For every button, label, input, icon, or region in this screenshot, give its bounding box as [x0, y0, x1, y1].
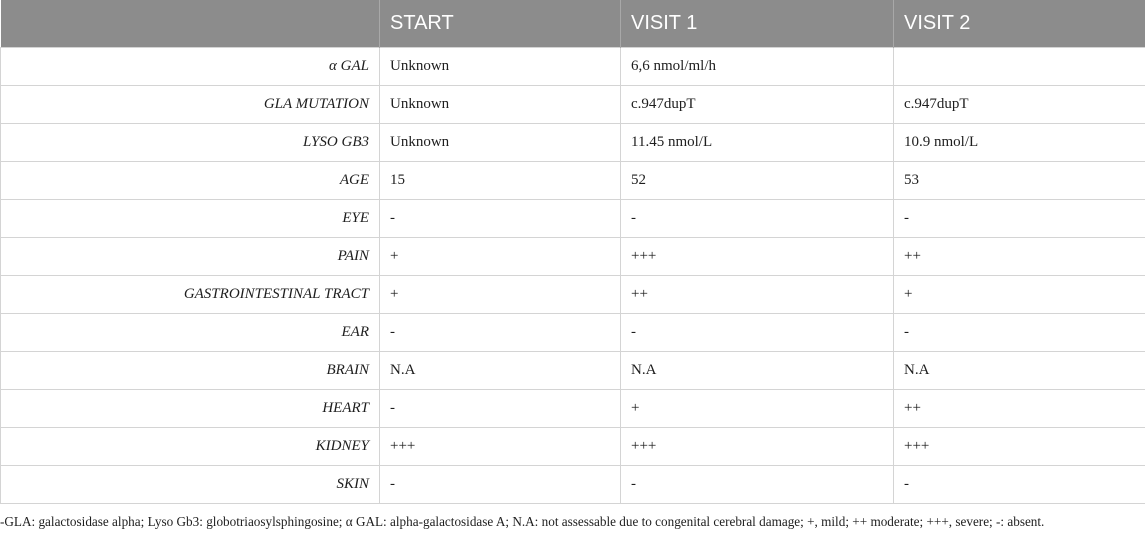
row-label: EAR [1, 314, 380, 352]
cell-start: Unknown [380, 124, 621, 162]
cell-start: Unknown [380, 48, 621, 86]
cell-start: - [380, 390, 621, 428]
header-start: START [380, 0, 621, 48]
cell-visit-1: +++ [621, 238, 894, 276]
cell-visit-2: c.947dupT [894, 86, 1145, 124]
cell-visit-2: - [894, 314, 1145, 352]
cell-visit-1: 52 [621, 162, 894, 200]
row-label: α GAL [1, 48, 380, 86]
cell-visit-2: - [894, 200, 1145, 238]
cell-visit-2: + [894, 276, 1145, 314]
table-row [1, 48, 1145, 86]
table-row [1, 466, 1145, 504]
header-visit-1: VISIT 1 [621, 0, 894, 48]
row-label: GASTROINTESTINAL TRACT [1, 276, 380, 314]
table-row [1, 238, 1145, 276]
table-row [1, 390, 1145, 428]
cell-visit-2: N.A [894, 352, 1145, 390]
cell-visit-2: 53 [894, 162, 1145, 200]
cell-visit-2: 10.9 nmol/L [894, 124, 1145, 162]
row-label: EYE [1, 200, 380, 238]
cell-start: - [380, 466, 621, 504]
cell-visit-2: ++ [894, 390, 1145, 428]
cell-visit-2 [894, 48, 1145, 86]
cell-start: +++ [380, 428, 621, 466]
cell-visit-1: N.A [621, 352, 894, 390]
cell-visit-1: ++ [621, 276, 894, 314]
cell-start: - [380, 200, 621, 238]
row-label: BRAIN [1, 352, 380, 390]
cell-visit-1: - [621, 200, 894, 238]
cell-start: 15 [380, 162, 621, 200]
cell-visit-2: ++ [894, 238, 1145, 276]
table-row [1, 352, 1145, 390]
cell-visit-1: 6,6 nmol/ml/h [621, 48, 894, 86]
table-row [1, 428, 1145, 466]
row-label: PAIN [1, 238, 380, 276]
cell-start: - [380, 314, 621, 352]
table-row [1, 124, 1145, 162]
cell-visit-1: - [621, 314, 894, 352]
header-visit-2: VISIT 2 [894, 0, 1145, 48]
table-row [1, 162, 1145, 200]
cell-start: Unknown [380, 86, 621, 124]
cell-start: + [380, 238, 621, 276]
table-row [1, 276, 1145, 314]
cell-visit-2: +++ [894, 428, 1145, 466]
cell-start: + [380, 276, 621, 314]
cell-visit-1: + [621, 390, 894, 428]
cell-start: N.A [380, 352, 621, 390]
row-label: GLA MUTATION [1, 86, 380, 124]
header-row [1, 0, 1145, 48]
cell-visit-1: c.947dupT [621, 86, 894, 124]
cell-visit-1: 11.45 nmol/L [621, 124, 894, 162]
table-row [1, 314, 1145, 352]
row-label: KIDNEY [1, 428, 380, 466]
cell-visit-1: - [621, 466, 894, 504]
row-label: AGE [1, 162, 380, 200]
table-row [1, 200, 1145, 238]
table-row [1, 86, 1145, 124]
row-label: SKIN [1, 466, 380, 504]
cell-visit-1: +++ [621, 428, 894, 466]
header-empty [1, 0, 380, 48]
row-label: HEART [1, 390, 380, 428]
cell-visit-2: - [894, 466, 1145, 504]
row-label: LYSO GB3 [1, 124, 380, 162]
table-footnote: -GLA: galactosidase alpha; Lyso Gb3: globotriaosylsphingosine; α GAL: alpha-galactosidase A; N.A: not assessable due to congenital cerebral damage; +, mild; ++ moderate; +++, severe; -: absent. [0, 514, 1045, 529]
